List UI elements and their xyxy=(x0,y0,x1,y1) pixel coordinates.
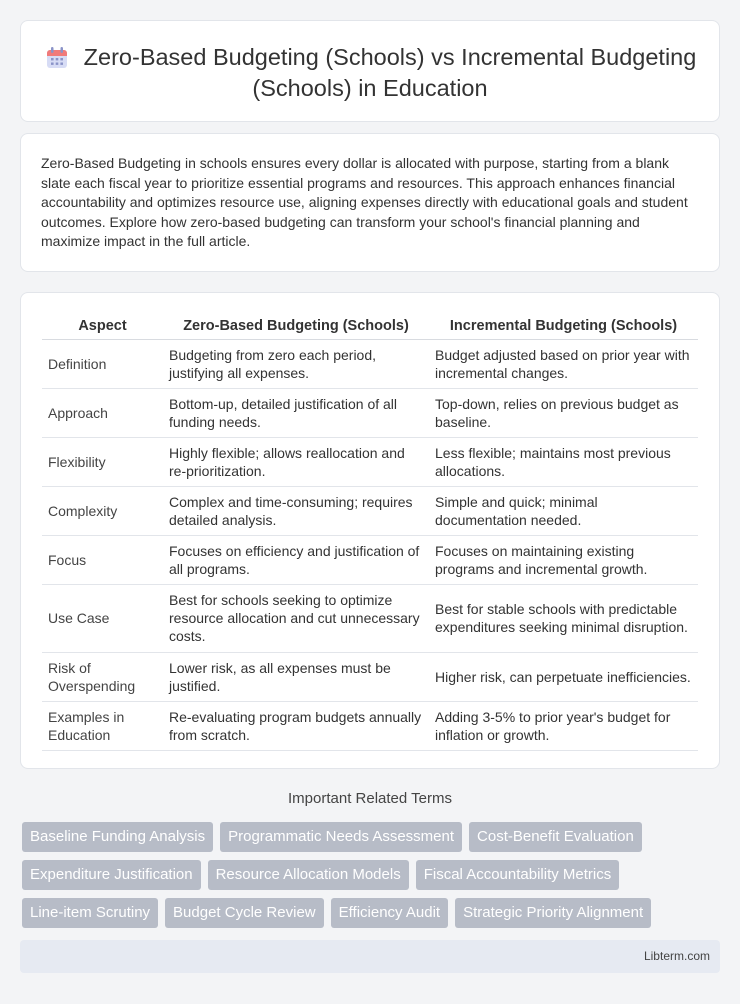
row-aspect: Risk of Overspending xyxy=(42,652,163,701)
comparison-card xyxy=(20,292,720,769)
table-row xyxy=(42,339,698,388)
header-aspect: Aspect xyxy=(42,313,163,339)
related-term-tag[interactable]: Line-item Scrutiny xyxy=(22,898,158,928)
row-aspect: Flexibility xyxy=(42,437,163,486)
row-zero-based: Complex and time-consuming; requires detailed analysis. xyxy=(163,486,429,535)
row-zero-based: Lower risk, as all expenses must be justified. xyxy=(163,652,429,701)
row-zero-based: Highly flexible; allows reallocation and re-prioritization. xyxy=(163,437,429,486)
footer xyxy=(20,940,720,973)
table-row xyxy=(42,652,698,701)
related-terms-title: Important Related Terms xyxy=(288,790,452,807)
related-term-tag[interactable]: Efficiency Audit xyxy=(331,898,448,928)
table-row xyxy=(42,535,698,584)
related-term-tag[interactable]: Strategic Priority Alignment xyxy=(455,898,651,928)
related-term-tag[interactable]: Budget Cycle Review xyxy=(165,898,324,928)
tag-row xyxy=(22,860,722,890)
table-row xyxy=(42,388,698,437)
related-term-tag[interactable]: Baseline Funding Analysis xyxy=(22,822,213,852)
intro-paragraph: Zero-Based Budgeting in schools ensures every dollar is allocated with purpose, starting from a blank slate each fiscal year to prioritize essential programs and resources. This approach enhances financial accountability and optimizes resource use, aligning expenses directly with educational goals and student outcomes. Explore how zero-based budgeting can transform your school's financial planning and maximize impact in the full article. xyxy=(41,155,688,249)
table-row xyxy=(42,701,698,750)
table-header-row xyxy=(42,313,698,339)
row-incremental: Top-down, relies on previous budget as baseline. xyxy=(429,388,698,437)
footer-brand[interactable]: Libterm.com xyxy=(643,949,710,963)
related-term-tag[interactable]: Programmatic Needs Assessment xyxy=(220,822,462,852)
row-incremental: Adding 3-5% to prior year's budget for inflation or growth. xyxy=(429,701,698,750)
intro-card xyxy=(20,133,720,272)
related-term-tag[interactable]: Expenditure Justification xyxy=(22,860,201,890)
row-aspect: Approach xyxy=(42,388,163,437)
row-aspect: Use Case xyxy=(42,584,163,652)
row-incremental: Focuses on maintaining existing programs and incremental growth. xyxy=(429,535,698,584)
row-aspect: Examples in Education xyxy=(42,701,163,750)
row-incremental: Simple and quick; minimal documentation needed. xyxy=(429,486,698,535)
row-incremental: Less flexible; maintains most previous allocations. xyxy=(429,437,698,486)
row-aspect: Focus xyxy=(42,535,163,584)
calendar-icon xyxy=(44,45,70,71)
table-row xyxy=(42,437,698,486)
row-aspect: Complexity xyxy=(42,486,163,535)
comparison-table xyxy=(42,313,698,751)
row-zero-based: Best for schools seeking to optimize resource allocation and cut unnecessary costs. xyxy=(163,584,429,652)
title-wrap xyxy=(21,43,719,103)
row-zero-based: Re-evaluating program budgets annually from scratch. xyxy=(163,701,429,750)
row-aspect: Definition xyxy=(42,339,163,388)
page-title: Zero-Based Budgeting (Schools) vs Incremental Budgeting (Schools) in Education xyxy=(83,44,697,101)
tag-row xyxy=(22,822,722,852)
header-incremental: Incremental Budgeting (Schools) xyxy=(429,313,698,339)
row-zero-based: Bottom-up, detailed justification of all funding needs. xyxy=(163,388,429,437)
related-term-tag[interactable]: Resource Allocation Models xyxy=(208,860,409,890)
row-incremental: Budget adjusted based on prior year with incremental changes. xyxy=(429,339,698,388)
related-term-tag[interactable]: Fiscal Accountability Metrics xyxy=(416,860,620,890)
table-row xyxy=(42,486,698,535)
title-card xyxy=(20,20,720,122)
header-zero-based: Zero-Based Budgeting (Schools) xyxy=(163,313,429,339)
tag-row xyxy=(22,898,722,928)
table-row xyxy=(42,584,698,652)
row-incremental: Higher risk, can perpetuate inefficiencies. xyxy=(429,652,698,701)
related-term-tag[interactable]: Cost-Benefit Evaluation xyxy=(469,822,642,852)
row-incremental: Best for stable schools with predictable expenditures seeking minimal disruption. xyxy=(429,584,698,652)
related-terms-tags xyxy=(22,822,722,936)
row-zero-based: Focuses on efficiency and justification of all programs. xyxy=(163,535,429,584)
row-zero-based: Budgeting from zero each period, justifying all expenses. xyxy=(163,339,429,388)
